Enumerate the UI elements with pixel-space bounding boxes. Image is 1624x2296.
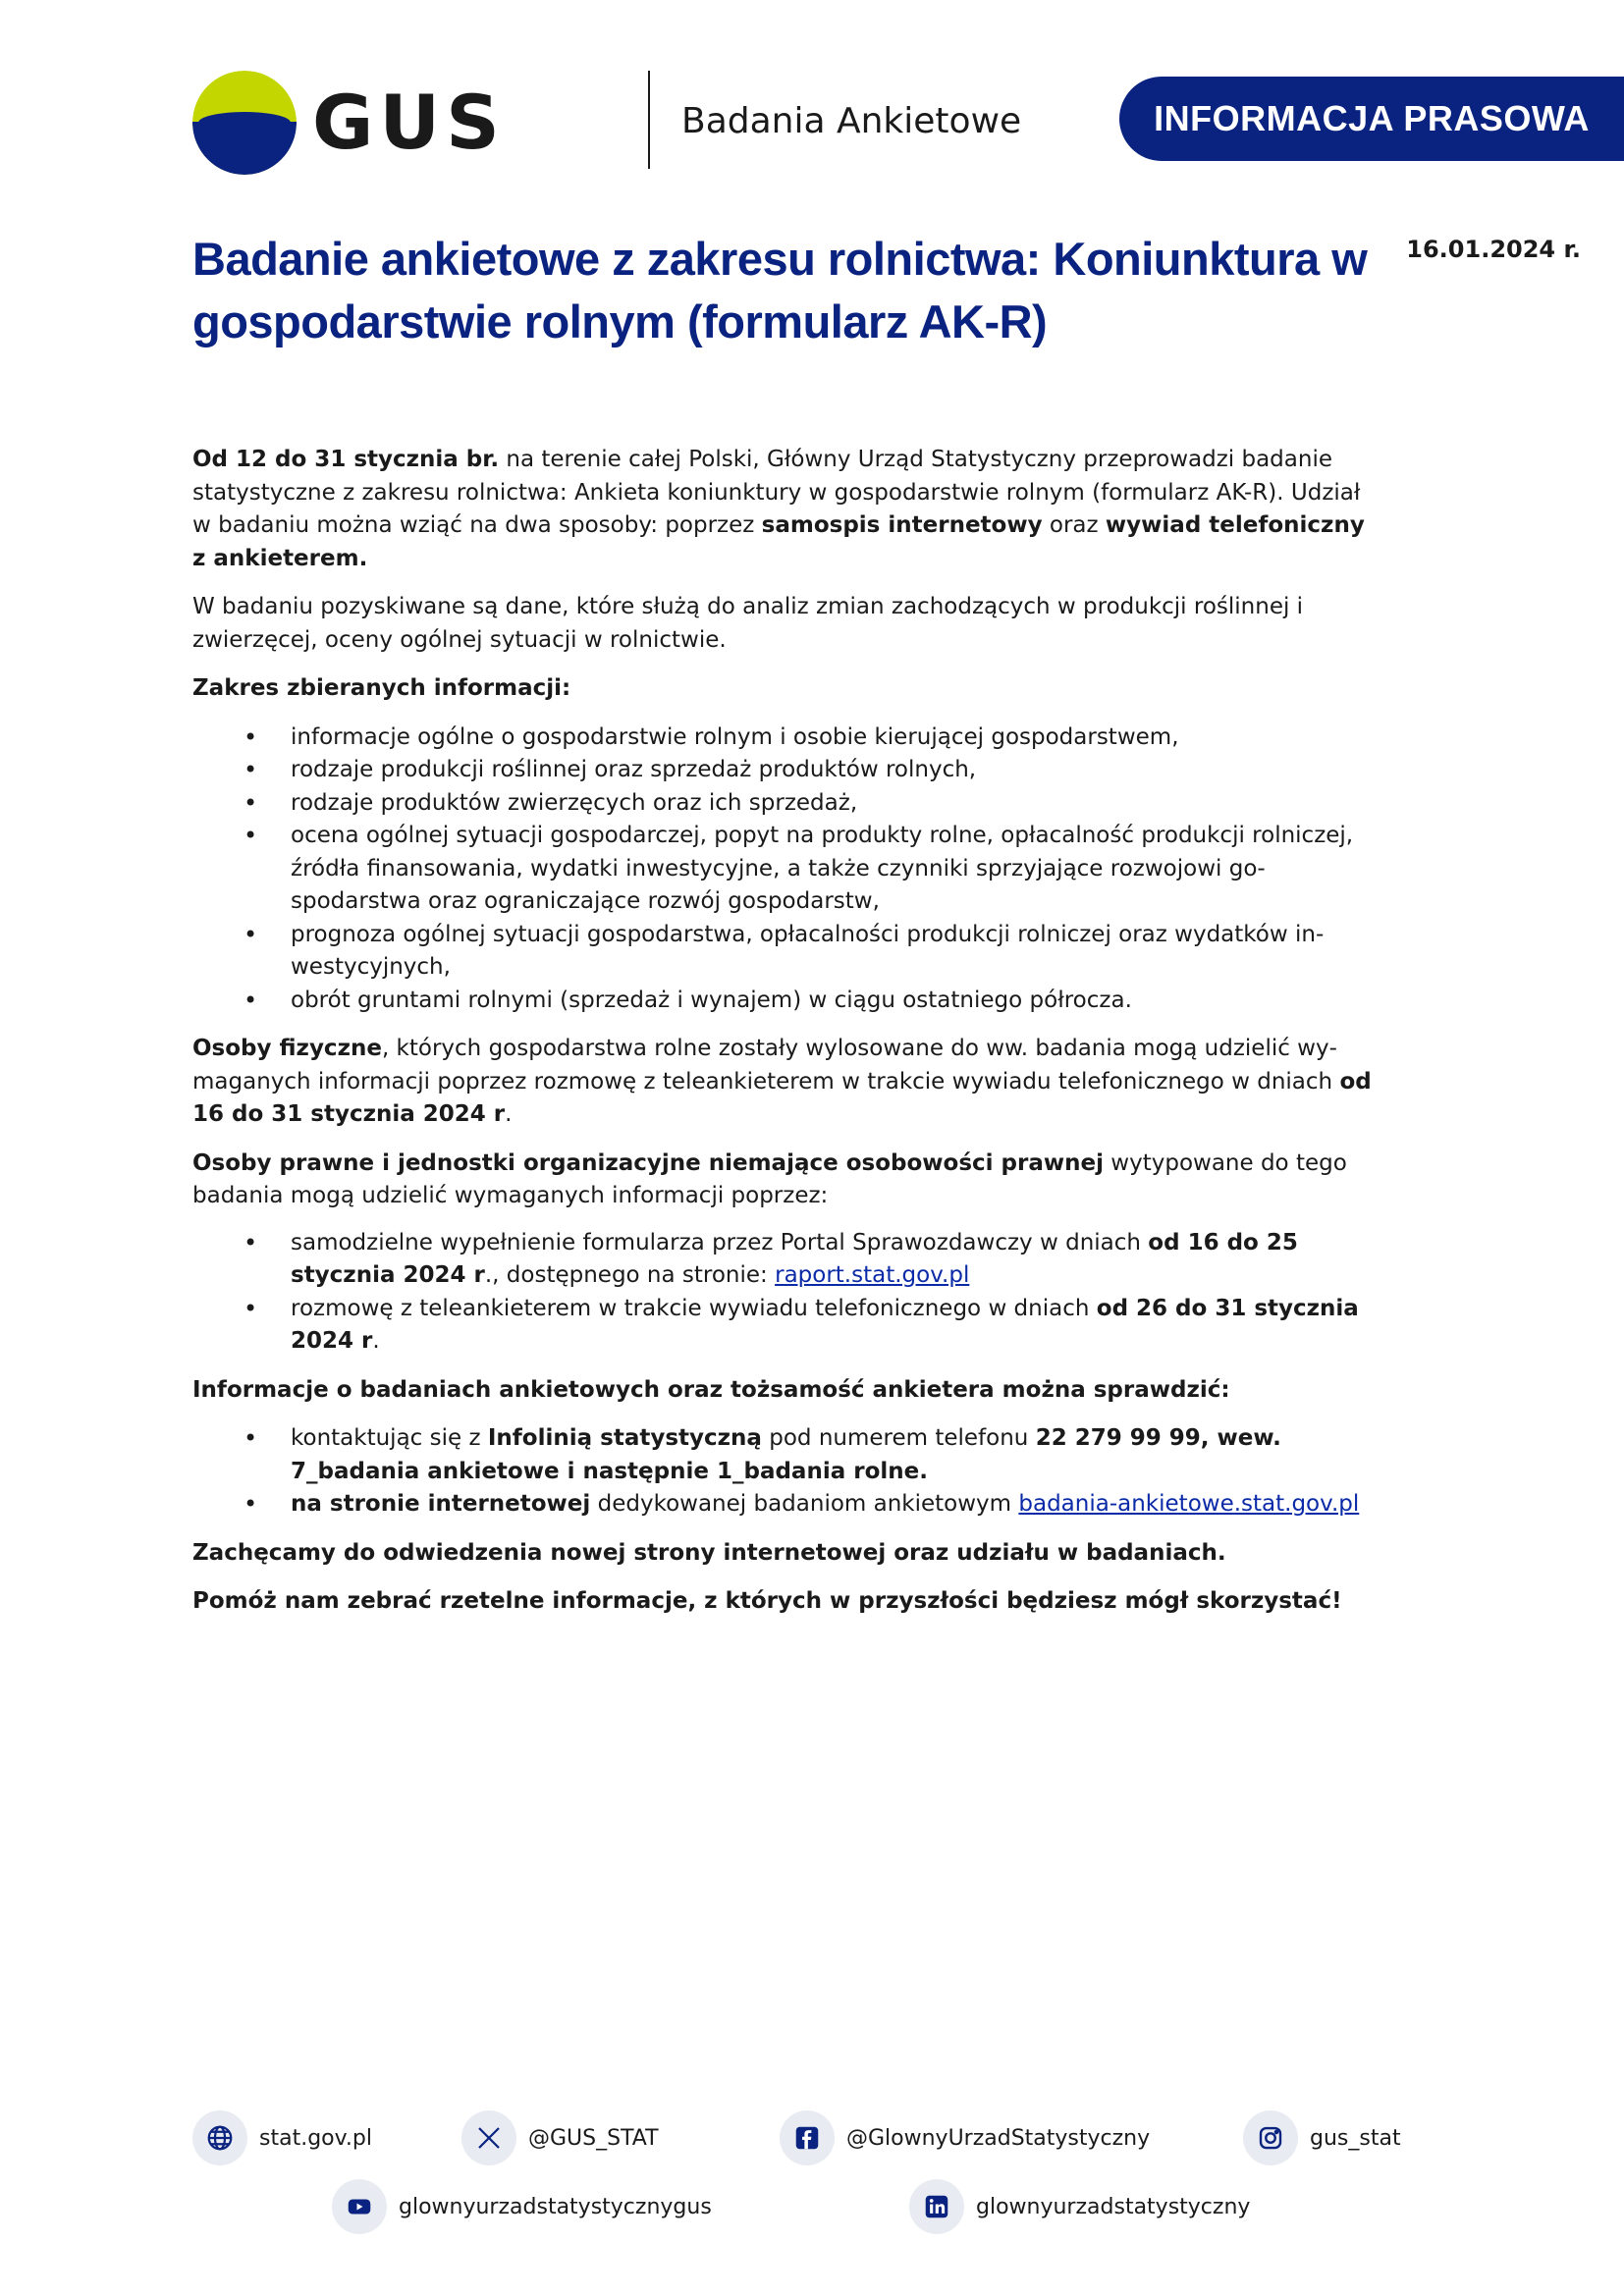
footer-instagram-label: gus_stat (1310, 2125, 1401, 2151)
list-item: • obrót gruntami rolnymi (sprzedaż i wynajem) w ciągu ostatniego półrocza. (192, 985, 1385, 1018)
list-item: • ocena ogólnej sytuacji gospodarczej, popyt na produkty rolne, opłacalność produkcji rolniczej, źródła finansowania, wydatki inwestycyjne, a także czynniki sprzyjające rozwojowi gospodarstwa oraz ograniczające rozwój gospodarstw, (192, 820, 1385, 919)
page-title: Badanie ankietowe z zakresu rolnictwa: Koniunktura w gospodarstwie rolnym (formularz AK-R) (192, 233, 1368, 347)
footer-x-label: @GUS_STAT (528, 2125, 659, 2151)
list-item: • informacje ogólne o gospodarstwie rolnym i osobie kierującej gospodarstwem, (192, 721, 1385, 755)
release-date: 16.01.2024 r. (1406, 236, 1581, 263)
closing-appeal: Pomóż nam zebrać rzetelne informacje, z których w przyszłości będziesz mógł skorzystać! (192, 1588, 1342, 1614)
list-item: • prognoza ogólnej sytuacji gospodarstwa, opłacalności produkcji rolniczej oraz wydatków inwestycyjnych, (192, 919, 1385, 985)
footer-youtube[interactable] (332, 2179, 712, 2234)
closing-encouragement: Zachęcamy do odwiedzenia nowej strony internetowej oraz udziału w badaniach. (192, 1539, 1226, 1566)
legal-entities-paragraph: Osoby prawne i jednostki organizacyjne niemające osobowości prawnej wytypowane do tego badania mogą udzielić wymaganych informacji poprzez: (192, 1149, 1347, 1208)
linkedin-icon (909, 2179, 964, 2234)
legal-options-list (192, 1227, 1385, 1359)
scope-list (192, 721, 1385, 1018)
globe-icon (192, 2110, 247, 2165)
footer-linkedin-label: glownyurzadstatystyczny (976, 2194, 1251, 2219)
raport-link[interactable]: raport.stat.gov.pl (775, 1262, 970, 1288)
individuals-paragraph: Osoby fizyczne, których gospodarstwa rolne zostały wylosowane do ww. badania mogą udzielić wymaganych informacji poprzez rozmowę z teleankieterem w trakcie wywiadu telefonicznego w dniach od 16 do 31 stycznia 2024 r. (192, 1036, 1372, 1127)
survey-website-link[interactable]: badania-ankietowe.stat.gov.pl (1018, 1491, 1360, 1517)
list-item: • na stronie internetowej dedykowanej badaniom ankietowym badania-ankietowe.stat.gov.pl (192, 1488, 1385, 1522)
list-item: • rodzaje produkcji roślinnej oraz sprzedaż produktów rolnych, (192, 754, 1385, 787)
gus-logo-mark (192, 71, 297, 175)
press-release-badge: INFORMACJA PRASOWA (1119, 77, 1624, 161)
footer-facebook[interactable] (780, 2110, 1150, 2165)
purpose-paragraph: W badaniu pozyskiwane są dane, które służą do analiz zmian zachodzących w produkcji roślinnej i zwierzęcej, oceny ogólnej sytuacji w rolnictwie. (192, 594, 1304, 653)
footer-linkedin[interactable] (909, 2179, 1250, 2234)
verify-heading: Informacje o badaniach ankietowych oraz tożsamość ankietera można sprawdzić: (192, 1376, 1230, 1403)
footer-website[interactable] (192, 2110, 372, 2165)
logo-text: GUS (312, 79, 506, 166)
gus-logo (192, 71, 1022, 175)
instagram-icon (1243, 2110, 1298, 2165)
list-item: • rozmowę z teleankieterem w trakcie wywiadu telefonicznego w dniach od 26 do 31 stycznia 2024 r. (192, 1293, 1385, 1359)
facebook-icon (780, 2110, 835, 2165)
social-footer (0, 2110, 1624, 2277)
footer-instagram[interactable] (1243, 2110, 1401, 2165)
footer-facebook-label: @GlownyUrzadStatystyczny (846, 2125, 1151, 2151)
intro-paragraph: Od 12 do 31 stycznia br. na terenie całej Polski, Główny Urząd Statystyczny przeprowadzi badanie statystyczne z zakresu rolnictwa: Ankieta koniunktury w gospodarstwie rolnym (formularz AK-R). Udział w badaniu można wziąć na dwa sposoby: poprzez samospis internetowy oraz wywiad telefoniczny z ankieterem. (192, 447, 1365, 571)
youtube-icon (332, 2179, 387, 2234)
scope-heading: Zakres zbieranych informacji: (192, 675, 571, 701)
list-item: • rodzaje produktów zwierzęcych oraz ich sprzedaż, (192, 787, 1385, 821)
list-item: • samodzielne wypełnienie formularza przez Portal Sprawozdawczy w dniach od 16 do 25 stycznia 2024 r., dostępnego na stronie: raport.stat.gov.pl (192, 1227, 1385, 1293)
footer-x[interactable] (461, 2110, 659, 2165)
footer-youtube-label: glownyurzadstatystycznygus (399, 2194, 712, 2219)
verify-list (192, 1422, 1385, 1522)
list-item: • kontaktując się z Infolinią statystyczną pod numerem telefonu 22 279 99 99, wew. 7_badania ankietowe i następnie 1_badania rolne. (192, 1422, 1385, 1488)
x-icon (461, 2110, 516, 2165)
footer-website-label: stat.gov.pl (259, 2125, 372, 2151)
article-body (192, 444, 1385, 1634)
logo-subtitle: Badania Ankietowe (681, 101, 1022, 141)
